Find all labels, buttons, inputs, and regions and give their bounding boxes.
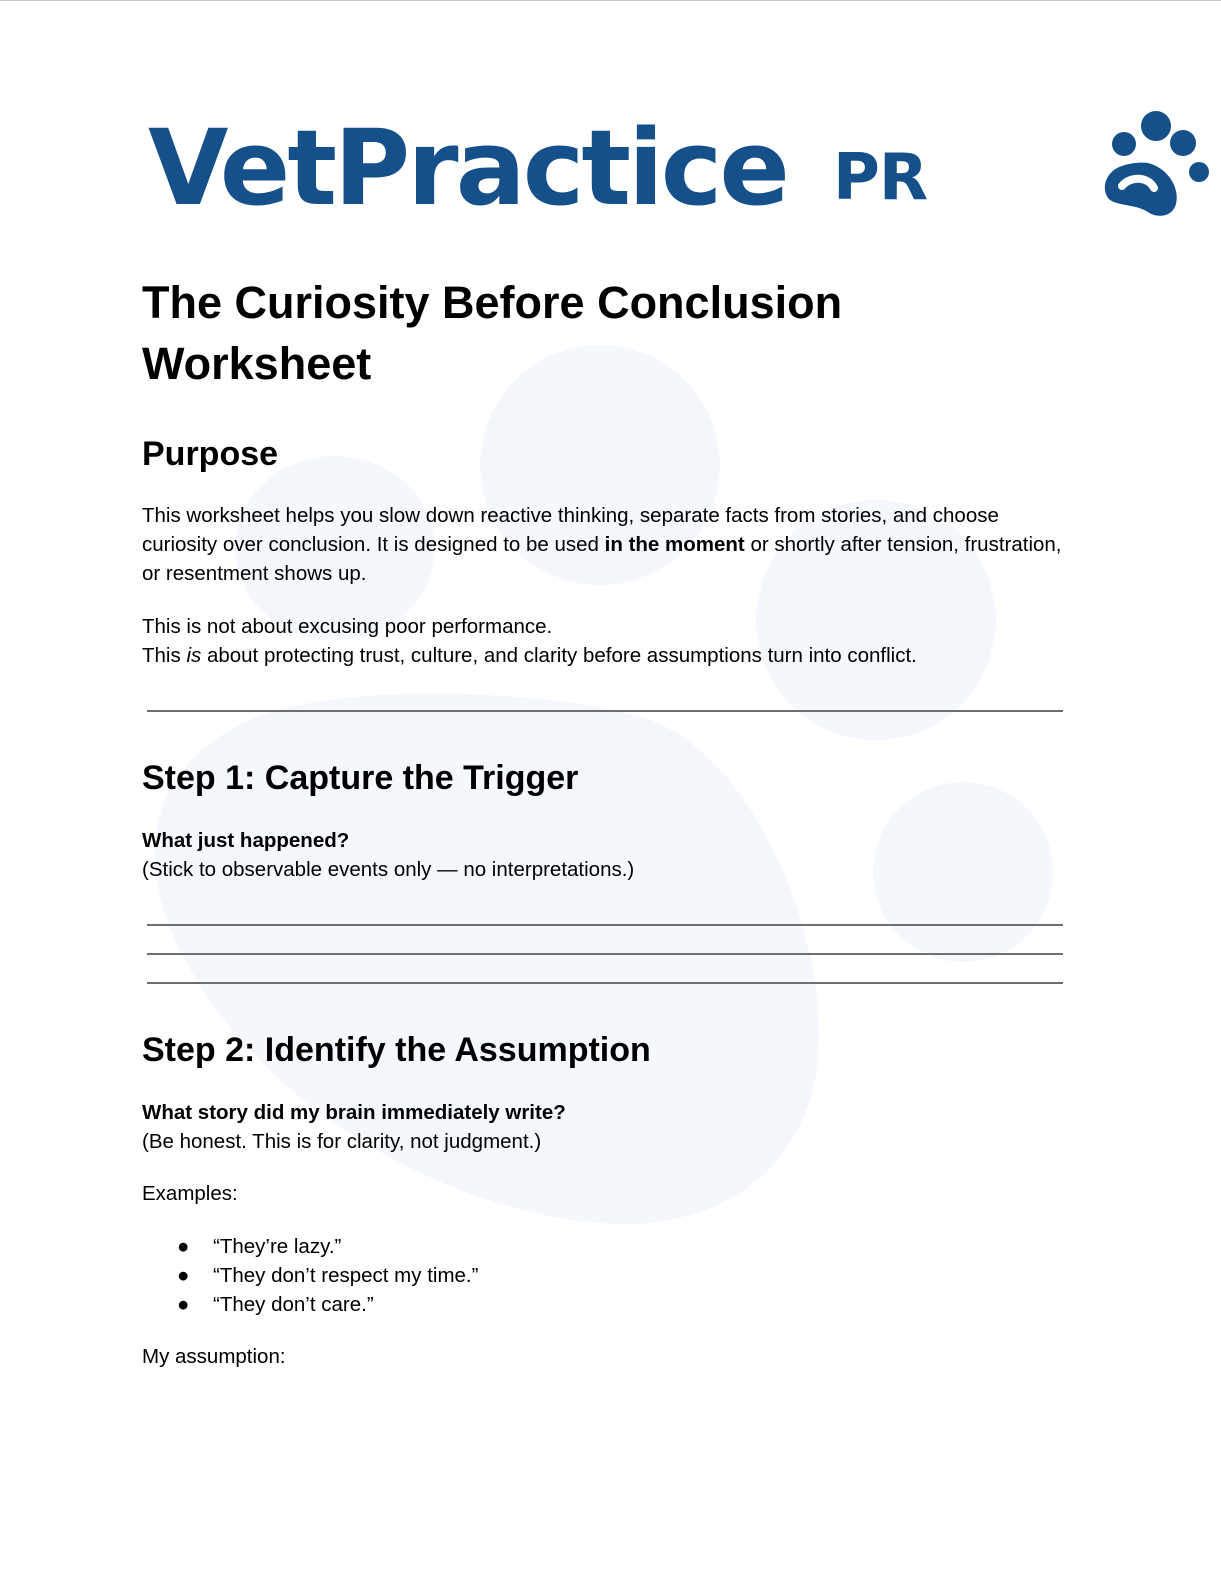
- bullet-icon: ●: [177, 1235, 190, 1258]
- purpose-text-a: This worksheet helps you slow down reactive thinking, separate facts from stories, and choose curiosity over conclusion. It is designed to be used: [142, 504, 999, 556]
- list-item: [142, 1232, 478, 1261]
- answer-line[interactable]: [147, 953, 1063, 955]
- bullet-icon: ●: [177, 1293, 190, 1316]
- brand-logo: [148, 108, 1068, 228]
- step2-heading: Step 2: Identify the Assumption: [142, 1031, 651, 1069]
- bullet-icon: ●: [177, 1264, 190, 1287]
- paw-print-icon: [1078, 108, 1218, 228]
- purpose-note-a: This: [142, 644, 187, 667]
- list-item: [142, 1261, 478, 1290]
- logo-pro-text: PR: [833, 141, 928, 215]
- purpose-text-bold: in the moment: [604, 533, 745, 556]
- purpose-note-b: about protecting trust, culture, and clarity before assumptions turn into conflict.: [201, 644, 917, 667]
- answer-line[interactable]: [147, 924, 1063, 926]
- list-item: [142, 1290, 478, 1319]
- step1-prompt: [142, 826, 1077, 884]
- worksheet-title: The Curiosity Before Conclusion Worksheet: [142, 277, 843, 389]
- step1-question: What just happened?: [142, 829, 350, 852]
- example-text: “They don’t care.”: [213, 1293, 374, 1316]
- logo-wordmark: VetPractice: [148, 107, 787, 229]
- example-text: “They’re lazy.”: [213, 1235, 342, 1258]
- purpose-heading: Purpose: [142, 435, 279, 473]
- purpose-note-italic: is: [186, 644, 202, 667]
- examples-list: [142, 1232, 478, 1319]
- purpose-paragraph: [142, 501, 1077, 588]
- step2-question: What story did my brain immediately write?: [142, 1101, 566, 1124]
- step2-prompt: [142, 1098, 1077, 1156]
- answer-line[interactable]: [147, 982, 1063, 984]
- step2-hint: (Be honest. This is for clarity, not judgment.): [142, 1130, 542, 1153]
- assumption-prompt: My assumption:: [142, 1345, 286, 1368]
- purpose-note: [142, 612, 1077, 670]
- purpose-note-line1: This is not about excusing poor performance.: [142, 615, 553, 638]
- examples-label: Examples:: [142, 1182, 238, 1205]
- example-text: “They don’t respect my time.”: [213, 1264, 479, 1287]
- step1-heading: Step 1: Capture the Trigger: [142, 759, 579, 797]
- section-divider: [147, 710, 1063, 712]
- step1-hint: (Stick to observable events only — no interpretations.): [142, 858, 635, 881]
- purpose-text-b: or shortly after tension, frustration, or resentment shows up.: [142, 533, 1062, 585]
